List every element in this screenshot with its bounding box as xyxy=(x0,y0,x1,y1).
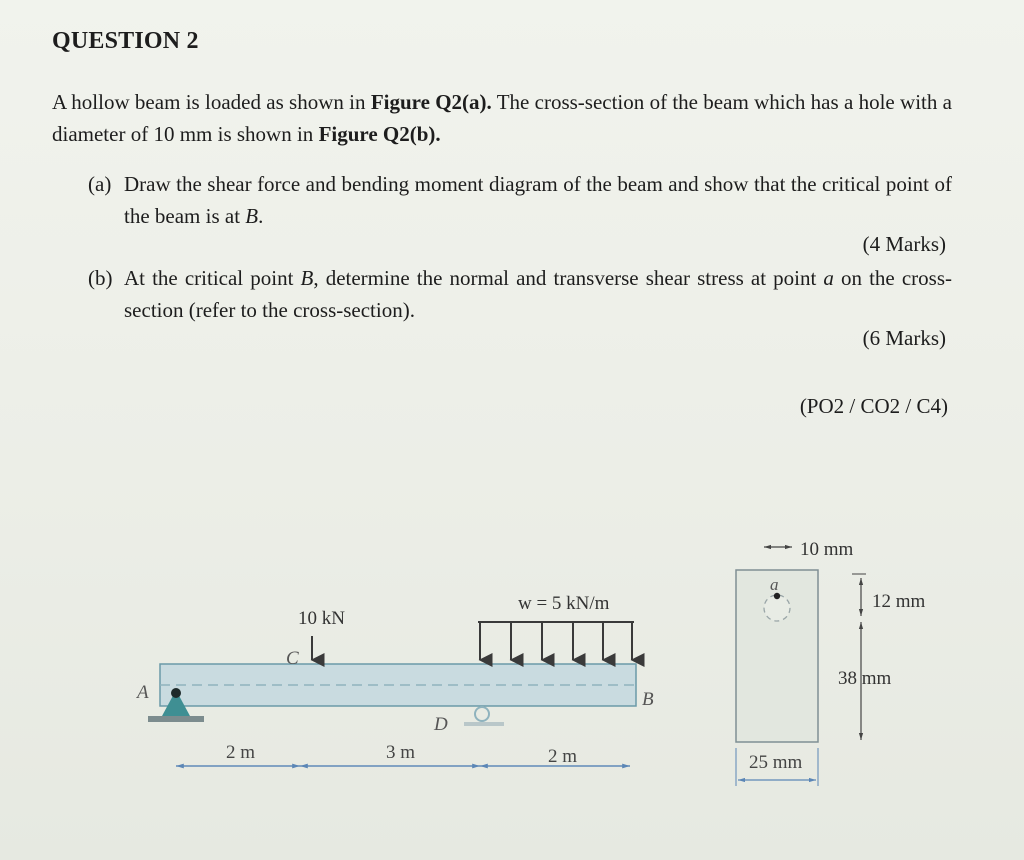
intro-text-2: The cross-section of the beam which has a hole with a diameter of 10 mm is shown in xyxy=(52,90,952,146)
height-dim-label: 38 mm xyxy=(838,668,892,689)
part-a-text-1: Draw the shear force and bending moment diagram of the beam and show that the critical point of the beam is at xyxy=(124,172,952,228)
part-a-text-2: . xyxy=(258,204,264,228)
figure-ref-b: Figure Q2(b). xyxy=(318,122,441,146)
figure-ref-a: Figure Q2(a). xyxy=(370,90,492,114)
part-b-text-1: At the critical point xyxy=(124,266,301,290)
part-a-point: B xyxy=(245,204,259,228)
label-a: A xyxy=(137,682,149,703)
hole-dim-label: 10 mm xyxy=(800,539,854,560)
top-dim-label: 12 mm xyxy=(872,591,926,612)
roller-d xyxy=(475,707,489,721)
part-a-marks: (4 Marks) xyxy=(862,232,946,256)
intro-text-1: A hollow beam is loaded as shown in xyxy=(52,90,371,114)
span-3-label: 2 m xyxy=(548,746,578,767)
question-title: QUESTION 2 xyxy=(52,28,199,54)
beam-figure xyxy=(135,593,654,767)
outcome-code: (PO2 / CO2 / C4) xyxy=(799,394,948,418)
distributed-load-label: w = 5 kN/m xyxy=(518,593,610,614)
label-b: B xyxy=(642,689,654,710)
part-a-label: (a) xyxy=(88,172,112,196)
label-d: D xyxy=(434,714,448,735)
part-b-point-b: B xyxy=(300,266,314,290)
span-1-label: 2 m xyxy=(226,742,256,763)
part-b-marks: (6 Marks) xyxy=(862,326,946,350)
pin-a xyxy=(171,688,181,698)
section-figure xyxy=(736,539,926,786)
part-b-point-a: a xyxy=(823,266,834,290)
width-dim-label: 25 mm xyxy=(749,752,803,773)
udl-arrows xyxy=(480,622,632,660)
label-c: C xyxy=(286,648,299,669)
ground-a xyxy=(148,716,204,722)
point-a-label: a xyxy=(770,575,779,594)
part-b-text-2: , determine the normal and transverse shear stress at point xyxy=(313,266,824,290)
part-b-label: (b) xyxy=(88,266,113,290)
point-load-label: 10 kN xyxy=(298,608,345,629)
ground-d xyxy=(464,722,504,726)
part-b-text-3: on the cross-section (refer to the cross-section). xyxy=(124,266,953,322)
span-2-label: 3 m xyxy=(386,742,416,763)
